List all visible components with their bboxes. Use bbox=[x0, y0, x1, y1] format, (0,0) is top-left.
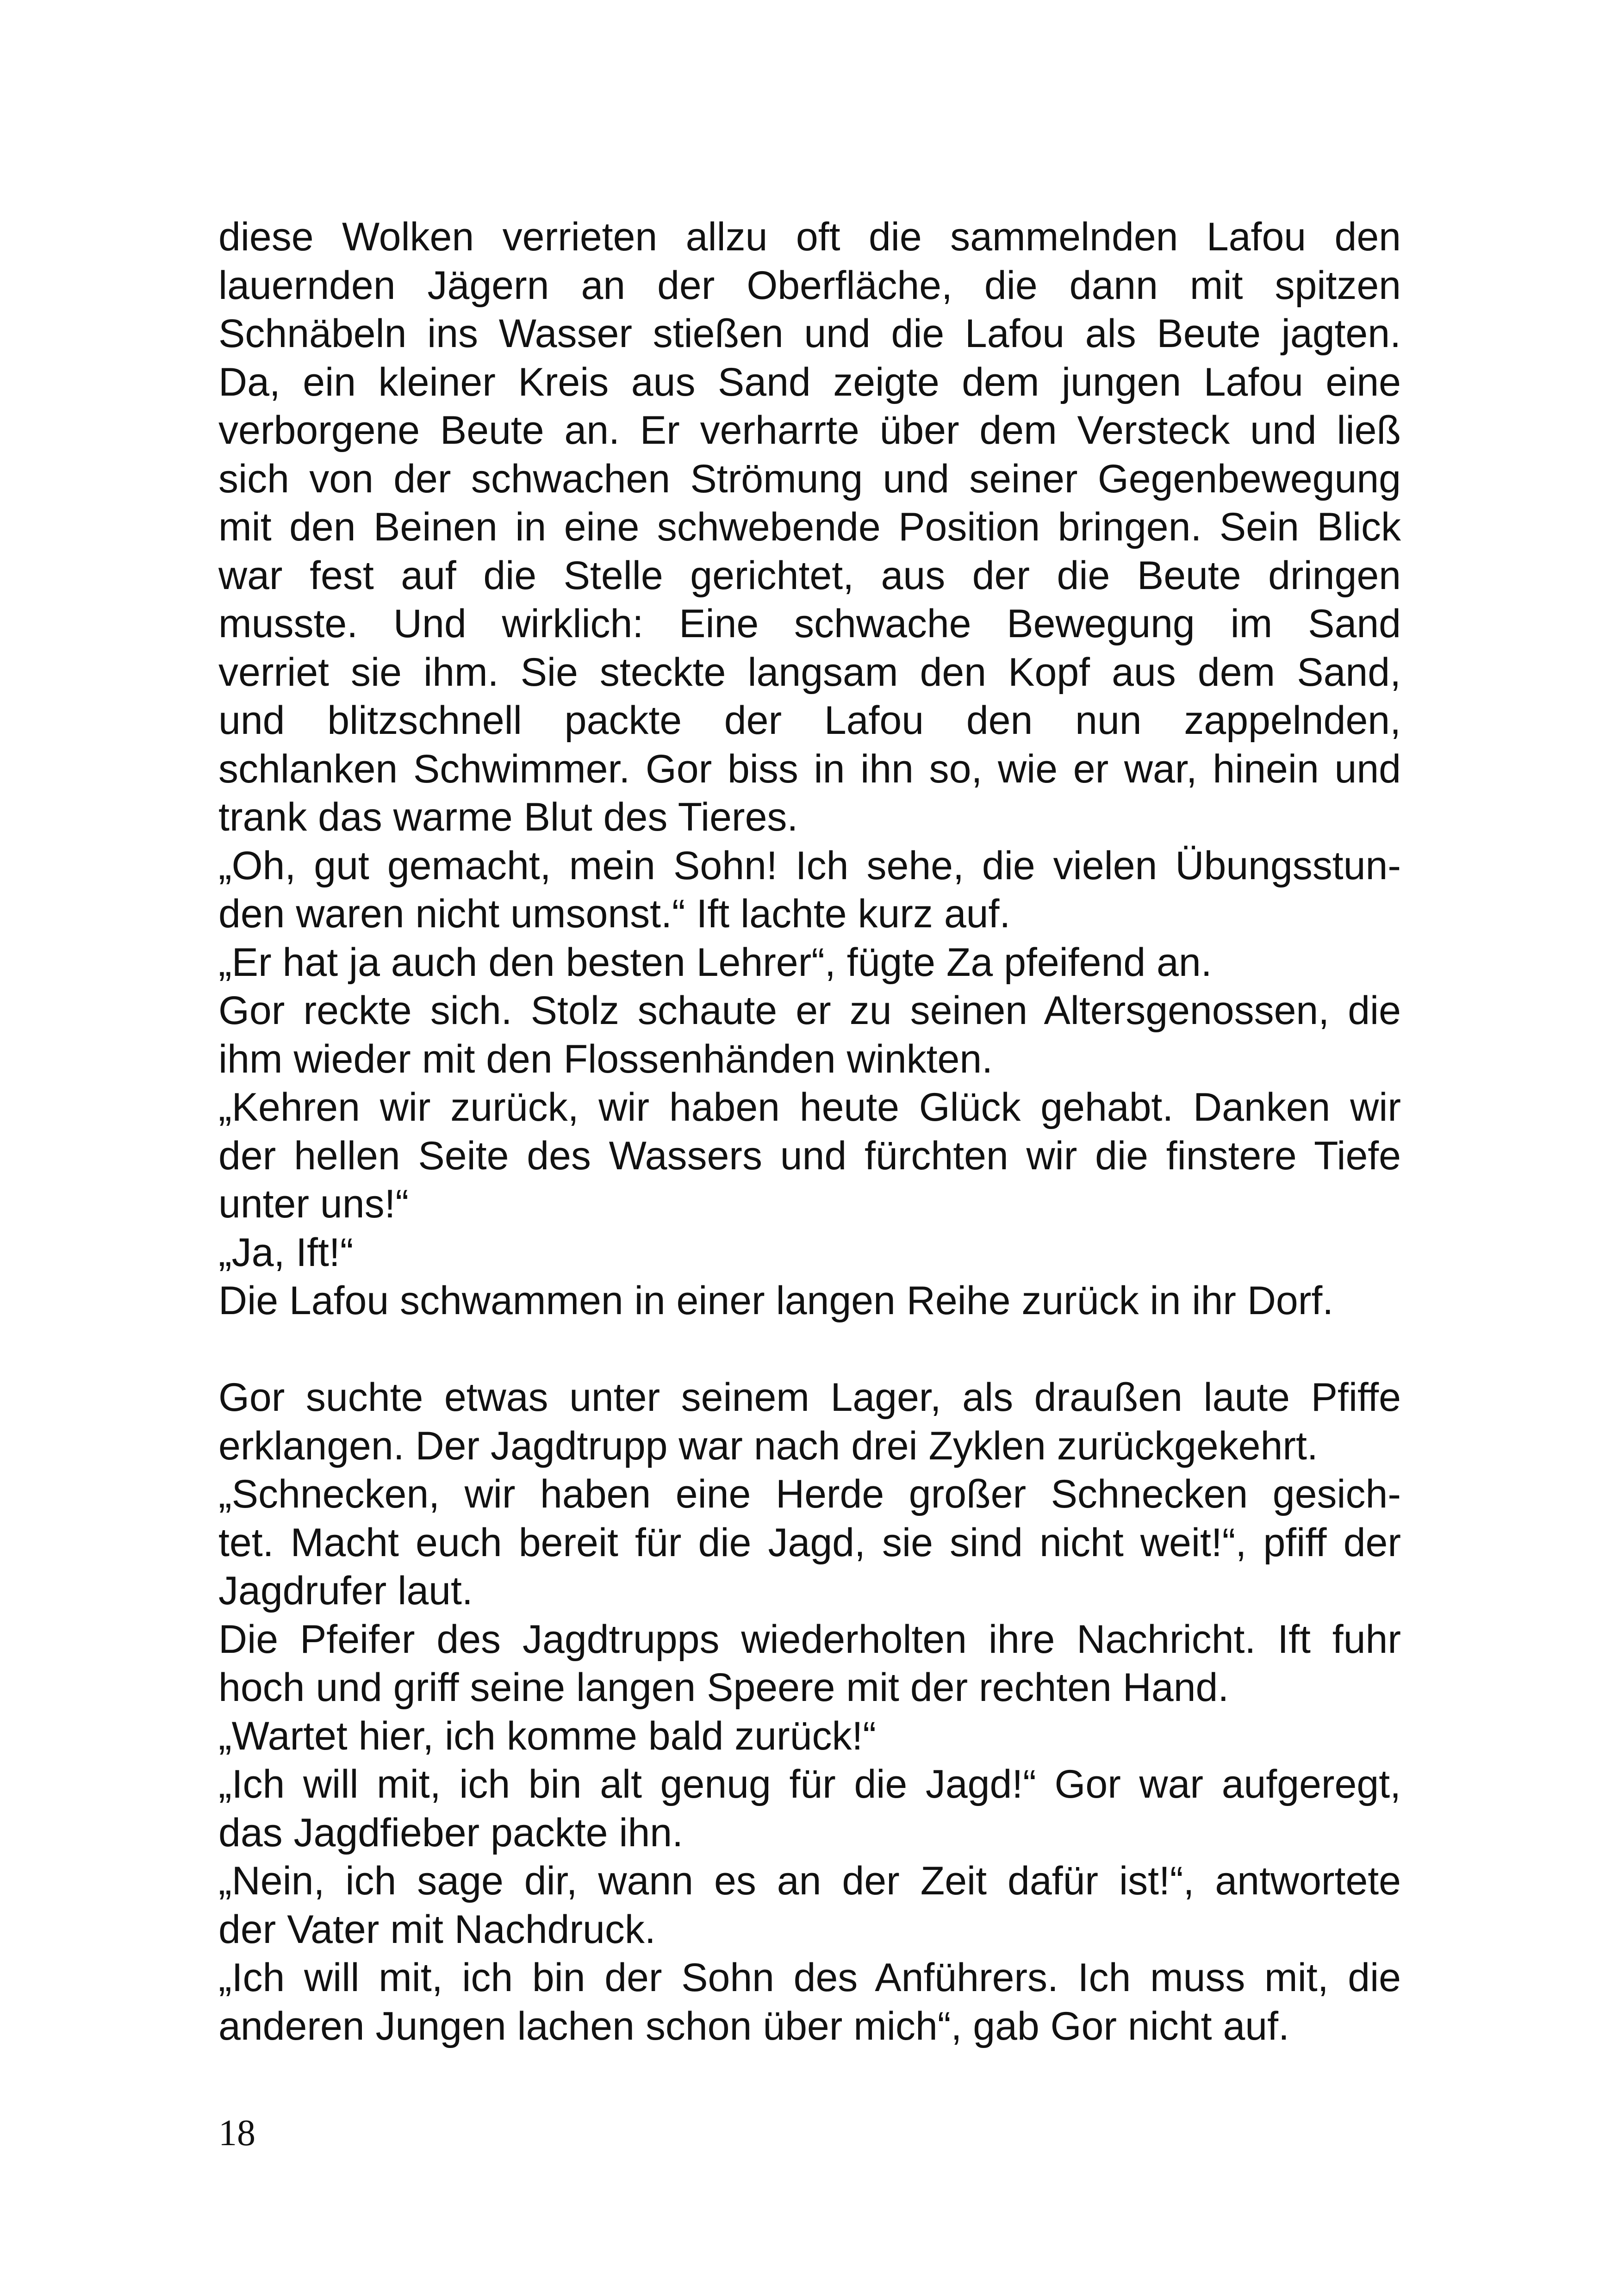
text-line: und blitzschnell packte der Lafou den nun zappelnden, bbox=[218, 698, 1401, 743]
text-line: Die Lafou schwammen in einer langen Reihe zurück in ihr Dorf. bbox=[218, 1278, 1334, 1323]
page-number: 18 bbox=[218, 2113, 255, 2153]
text-line: tet. Macht euch bereit für die Jagd, sie sind nicht weit!“, pfiff der bbox=[218, 1520, 1401, 1565]
text-line: „Schnecken, wir haben eine Herde großer Schnecken gesich- bbox=[218, 1472, 1401, 1516]
text-line: der Vater mit Nachdruck. bbox=[218, 1907, 656, 1952]
text-line: den waren nicht umsonst.“ Ift lachte kurz auf. bbox=[218, 892, 1011, 936]
text-line: musste. Und wirklich: Eine schwache Bewegung im Sand bbox=[218, 602, 1401, 646]
text-line: „Nein, ich sage dir, wann es an der Zeit dafür ist!“, antwortete bbox=[218, 1859, 1401, 1903]
text-line: der hellen Seite des Wassers und fürchten wir die finstere Tiefe bbox=[218, 1133, 1401, 1178]
text-line: Die Pfeifer des Jagdtrupps wiederholten ihre Nachricht. Ift fuhr bbox=[218, 1617, 1401, 1662]
text-line: verriet sie ihm. Sie steckte langsam den Kopf aus dem Sand, bbox=[218, 650, 1401, 695]
text-line: Gor suchte etwas unter seinem Lager, als draußen laute Pfiffe bbox=[218, 1375, 1401, 1420]
text-line: erklangen. Der Jagdtrupp war nach drei Zyklen zurückgekehrt. bbox=[218, 1423, 1318, 1468]
text-line: das Jagdfieber packte ihn. bbox=[218, 1810, 683, 1855]
text-line: ihm wieder mit den Flossenhänden winkten. bbox=[218, 1036, 993, 1081]
text-line: war fest auf die Stelle gerichtet, aus der die Beute dringen bbox=[218, 553, 1401, 598]
text-line: „Wartet hier, ich komme bald zurück!“ bbox=[218, 1713, 877, 1758]
text-line: Jagdrufer laut. bbox=[218, 1569, 473, 1613]
text-line: „Ja, Ift!“ bbox=[218, 1230, 354, 1275]
text-line: „Oh, gut gemacht, mein Sohn! Ich sehe, die vielen Übungsstun- bbox=[218, 843, 1401, 888]
text-line: diese Wolken verrieten allzu oft die sammelnden Lafou den bbox=[218, 215, 1401, 259]
paragraph-break bbox=[218, 1325, 1401, 1374]
text-line: „Kehren wir zurück, wir haben heute Glück gehabt. Danken wir bbox=[218, 1085, 1401, 1129]
text-line: „Ich will mit, ich bin alt genug für die Jagd!“ Gor war aufgeregt, bbox=[218, 1762, 1401, 1806]
text-line: „Ich will mit, ich bin der Sohn des Anführers. Ich muss mit, die bbox=[218, 1955, 1401, 2000]
text-line: trank das warme Blut des Tieres. bbox=[218, 795, 798, 839]
text-line: „Er hat ja auch den besten Lehrer“, fügte Za pfeifend an. bbox=[218, 940, 1212, 985]
text-line: schlanken Schwimmer. Gor biss in ihn so, wie er war, hinein und bbox=[218, 746, 1401, 791]
text-line: unter uns!“ bbox=[218, 1182, 409, 1226]
body-text bbox=[218, 213, 1401, 2050]
text-line: verborgene Beute an. Er verharrte über dem Versteck und ließ bbox=[218, 408, 1401, 453]
text-line: lauernden Jägern an der Oberfläche, die dann mit spitzen bbox=[218, 263, 1401, 308]
text-line: Da, ein kleiner Kreis aus Sand zeigte dem jungen Lafou eine bbox=[218, 360, 1401, 404]
text-line: sich von der schwachen Strömung und seiner Gegenbewegung bbox=[218, 456, 1401, 501]
text-line: Gor reckte sich. Stolz schaute er zu seinen Altersgenossen, die bbox=[218, 988, 1401, 1033]
text-line: hoch und griff seine langen Speere mit der rechten Hand. bbox=[218, 1665, 1229, 1710]
text-line: Schnäbeln ins Wasser stießen und die Lafou als Beute jagten. bbox=[218, 311, 1401, 356]
text-line: mit den Beinen in eine schwebende Position bringen. Sein Blick bbox=[218, 505, 1401, 549]
text-line: anderen Jungen lachen schon über mich“, gab Gor nicht auf. bbox=[218, 2004, 1289, 2048]
